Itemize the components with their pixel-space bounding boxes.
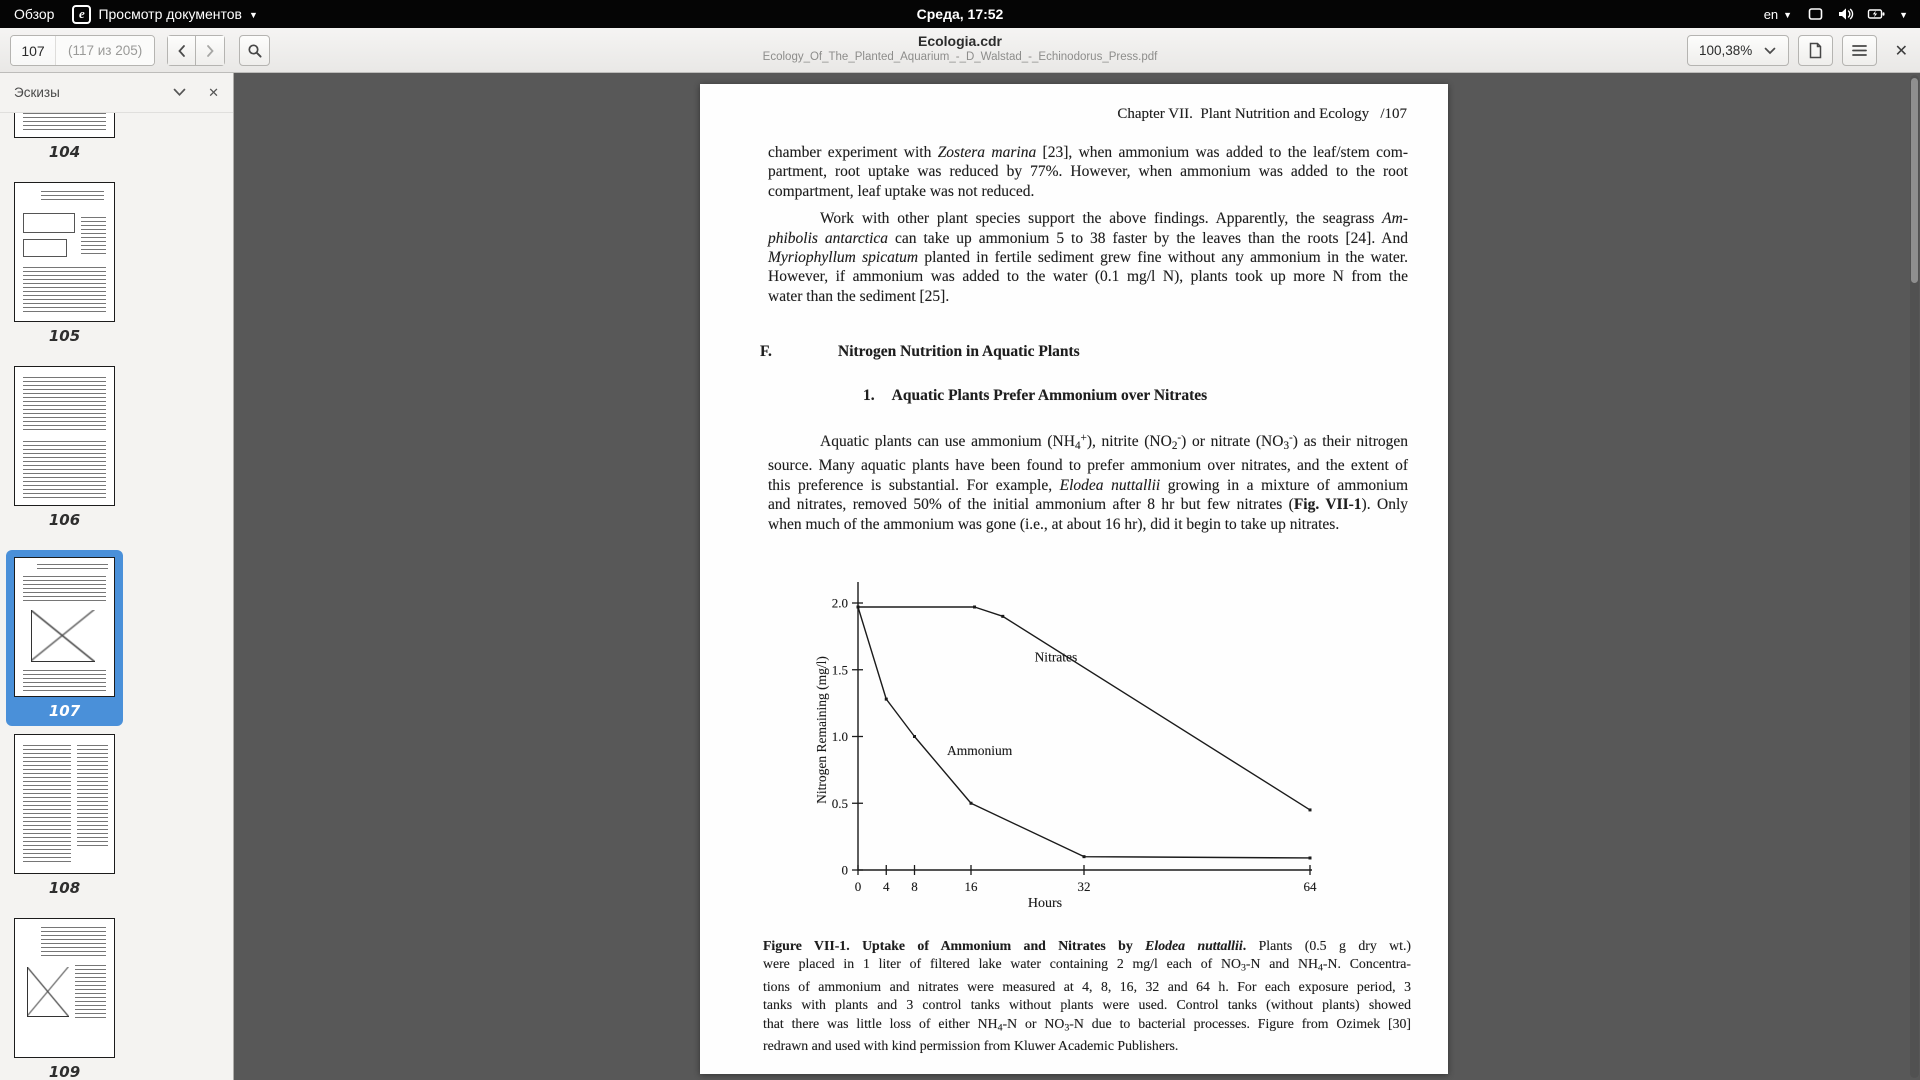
thumbnail-page-label: 105 bbox=[48, 327, 81, 345]
history-back-button[interactable] bbox=[167, 35, 196, 66]
activities-button[interactable] bbox=[14, 6, 54, 22]
chevron-down-icon bbox=[173, 88, 186, 97]
document-subtitle: Ecology_Of_The_Planted_Aquarium_-_D_Walstad_-_Echinodorus_Press.pdf bbox=[762, 51, 1158, 63]
keyboard-layout-label: en bbox=[1763, 6, 1779, 22]
thumbnail-list bbox=[6, 113, 136, 1080]
document-page bbox=[700, 84, 1448, 1074]
section-number: F. bbox=[760, 343, 772, 361]
paragraph: Work with other plant species support the above findings. Apparently, the seagrass Am- phibolis antarctica can take up ammonium 5 to 38 faster by the leaves than the roots [24]. And Myriophyllum spicatum planted in fertile sediment grew fine without any ammonium in the water. However, if ammonium was added to the water (0.1 mg/l N), plants took up more N from the water than the sediment [25]. bbox=[768, 210, 1408, 305]
page-number-input[interactable] bbox=[11, 36, 55, 65]
history-forward-button[interactable] bbox=[196, 35, 225, 66]
svg-text:2.0: 2.0 bbox=[831, 595, 848, 611]
menu-button[interactable] bbox=[1842, 35, 1877, 66]
activities-label: Обзор bbox=[14, 6, 55, 22]
figure-vii-1-chart bbox=[800, 570, 1360, 920]
thumbnail-page-105[interactable] bbox=[6, 182, 123, 347]
svg-text:1.5: 1.5 bbox=[831, 662, 848, 678]
thumbnail-image bbox=[14, 557, 115, 697]
figure-caption: Figure VII-1. Uptake of Ammonium and Nitrates by Elodea nuttallii. Plants (0.5 g dry wt.) were placed in 1 liter of filtered lake water containing 2 mg/l each of NO3-N and NH4-N. Concentra- tions of ammonium and nitrates were measured at 4, 8, 16, 32 and 64 h. For each exposure period, 3 tanks with plants and 3 control tanks without plants were used. Control tanks (without plants) showed that there was little loss of either NH4-N or NO3-N due to bacterial processes. Figure from Ozimek [30] redrawn and used with kind permission from Kluwer Academic Publishers. bbox=[763, 938, 1412, 1054]
svg-text:0: 0 bbox=[854, 879, 862, 894]
thumbnails-sidebar bbox=[0, 73, 234, 1080]
svg-text:64: 64 bbox=[1303, 879, 1317, 894]
thumbnail-image bbox=[14, 734, 115, 874]
thumbnail-page-label: 106 bbox=[48, 511, 81, 529]
chevron-right-icon bbox=[206, 44, 215, 58]
gnome-top-bar bbox=[0, 0, 1920, 28]
svg-text:4: 4 bbox=[883, 879, 890, 894]
thumbnail-page-label: 107 bbox=[48, 702, 81, 720]
svg-text:8: 8 bbox=[911, 879, 918, 894]
document-view-area bbox=[234, 73, 1920, 1080]
page-running-header: Chapter VII. Plant Nutrition and Ecology /107 bbox=[1117, 106, 1407, 122]
svg-text:Nitrates: Nitrates bbox=[1034, 649, 1078, 665]
thumbnail-page-107[interactable] bbox=[6, 550, 123, 726]
thumbnail-image bbox=[14, 918, 115, 1058]
thumbnail-image bbox=[14, 182, 115, 322]
thumbnail-image bbox=[14, 113, 115, 138]
evince-logo-icon: e bbox=[72, 5, 91, 24]
sidebar-mode-dropdown[interactable] bbox=[173, 84, 186, 102]
sidebar-close-button[interactable]: ✕ bbox=[208, 84, 219, 100]
zoom-level-dropdown[interactable] bbox=[1687, 35, 1789, 66]
sidebar-title: Эскизы bbox=[14, 85, 60, 100]
chevron-down-icon: ▼ bbox=[1899, 9, 1908, 20]
svg-text:1.0: 1.0 bbox=[831, 729, 848, 744]
evince-toolbar bbox=[0, 28, 1920, 73]
subsection-number: 1. bbox=[863, 387, 875, 405]
svg-text:16: 16 bbox=[964, 879, 978, 894]
battery-charging-icon bbox=[1867, 6, 1886, 22]
page-view-icon bbox=[1808, 42, 1823, 59]
chevron-down-icon bbox=[1764, 47, 1776, 55]
clock[interactable]: Среда, 17:52 bbox=[916, 6, 1004, 22]
chevron-down-icon: ▼ bbox=[1783, 9, 1793, 20]
thumbnail-page-label: 109 bbox=[48, 1063, 81, 1080]
app-menu-label: Просмотр документов bbox=[98, 6, 242, 22]
paragraph: Aquatic plants can use ammonium (NH4+), nitrite (NO2-) or nitrate (NO3-) as their nitrogen source. Many aquatic plants have been found to prefer ammonium over nitrates, and the extent of this preference is substantial. For example, Elodea nuttallii growing in a mixture of ammonium and nitrates, removed 50% of the initial ammonium after 8 hr but few nitrates (Fig. VII-1). Only when much of the ammonium was gone (i.e., at about 16 hr), did it begin to take up nitrates. bbox=[768, 432, 1409, 533]
page-count-label: (117 из 205) bbox=[55, 36, 154, 65]
svg-text:Hours: Hours bbox=[1027, 896, 1063, 911]
thumbnail-page-108[interactable] bbox=[6, 734, 123, 899]
keyboard-layout-switcher[interactable] bbox=[1764, 7, 1792, 22]
paragraph: chamber experiment with Zostera marina [23], when ammonium was added to the leaf/stem com- partment, root uptake was reduced by 77%. However, when ammonium was added to the root compartment, leaf uptake was not reduced. bbox=[768, 144, 1409, 200]
svg-text:Nitrogen Remaining (mg/l): Nitrogen Remaining (mg/l) bbox=[814, 656, 829, 804]
page-view-button[interactable] bbox=[1798, 35, 1833, 66]
subsection-title: Aquatic Plants Prefer Ammonium over Nitrates bbox=[891, 387, 1208, 405]
svg-text:0: 0 bbox=[841, 862, 848, 878]
document-title: Ecologia.cdr bbox=[917, 33, 1003, 49]
page-entry bbox=[10, 35, 155, 66]
vertical-scrollbar bbox=[1910, 75, 1919, 1078]
app-menu-button[interactable] bbox=[72, 5, 257, 24]
zoom-level-value: 100,38% bbox=[1698, 43, 1753, 58]
svg-text:32: 32 bbox=[1077, 879, 1091, 894]
chevron-down-icon: ▼ bbox=[248, 9, 258, 20]
close-window-button[interactable]: ✕ bbox=[1894, 42, 1908, 60]
thumbnail-page-109[interactable] bbox=[6, 918, 123, 1080]
svg-text:0.5: 0.5 bbox=[831, 795, 848, 811]
display-icon bbox=[1807, 6, 1824, 22]
section-title: Nitrogen Nutrition in Aquatic Plants bbox=[838, 343, 1080, 361]
thumbnail-page-106[interactable] bbox=[6, 366, 123, 531]
scrollbar-thumb[interactable] bbox=[1911, 78, 1918, 283]
volume-icon bbox=[1837, 6, 1854, 22]
svg-text:Ammonium: Ammonium bbox=[946, 743, 1013, 759]
system-status-area[interactable] bbox=[1807, 6, 1908, 22]
page-body-text bbox=[760, 143, 1409, 534]
thumbnail-page-label: 104 bbox=[48, 143, 81, 161]
chevron-left-icon bbox=[177, 44, 186, 58]
thumbnail-image bbox=[14, 366, 115, 506]
subsection-heading bbox=[768, 387, 1408, 405]
thumbnail-page-104[interactable] bbox=[6, 113, 123, 163]
sidebar-header bbox=[0, 73, 233, 113]
search-icon bbox=[247, 43, 263, 59]
hamburger-menu-icon bbox=[1852, 44, 1867, 57]
thumbnail-page-label: 108 bbox=[48, 879, 81, 897]
search-button[interactable] bbox=[239, 35, 270, 66]
section-heading bbox=[760, 343, 1408, 361]
